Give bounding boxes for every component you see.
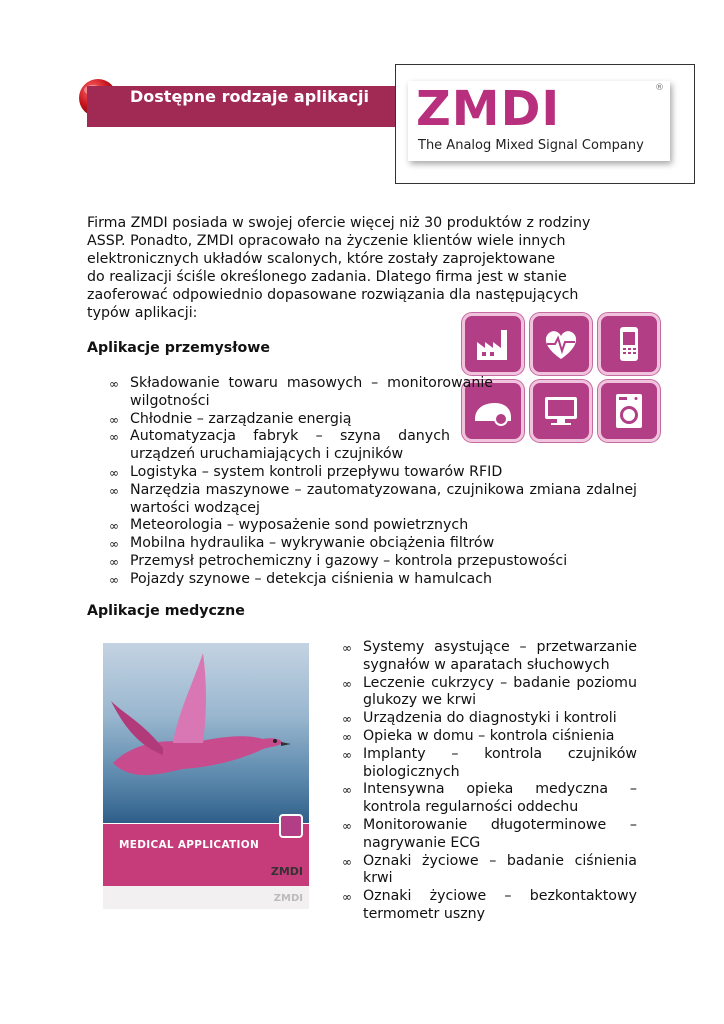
list-item: ∞ Monitorowanie długoterminowe – nagrywanie ECG bbox=[320, 817, 637, 853]
list-item: ∞ Pojazdy szynowe – detekcja ciśnienia w hamulcach bbox=[87, 571, 637, 589]
heart-icon bbox=[530, 313, 592, 375]
factory-icon bbox=[462, 313, 524, 375]
intro-line: ASSP. Ponadto, ZMDI opracowało na życzenie klientów wiele innych bbox=[87, 233, 566, 249]
list-item: ∞ Opieka w domu – kontrola ciśnienia bbox=[320, 728, 637, 746]
intro-line: typów aplikacji: bbox=[87, 305, 198, 321]
list-item: ∞ Urządzenia do diagnostyki i kontroli bbox=[320, 710, 637, 728]
list-item: ∞ Intensywna opieka medyczna – kontrola regularności oddechu bbox=[320, 781, 637, 817]
list-item: ∞ Implanty – kontrola czujników biologicznych bbox=[320, 746, 637, 782]
intro-line: Firma ZMDI posiada w swojej ofercie więcej niż 30 produktów z rodziny bbox=[87, 215, 591, 231]
list-item: ∞ Leczenie cukrzycy – badanie poziomu glukozy we krwi bbox=[320, 675, 637, 711]
medical-brochure-image bbox=[103, 643, 309, 909]
zmdi-logo bbox=[408, 81, 670, 161]
brochure-logo-faded: ZMDI bbox=[273, 893, 303, 904]
intro-line: elektronicznych układów scalonych, które zostały zaprojektowane bbox=[87, 251, 556, 267]
list-item: ∞ Meteorologia – wyposażenie sond powietrznych bbox=[87, 517, 637, 535]
zmdi-logo-frame bbox=[395, 64, 695, 184]
medical-heading: Aplikacje medyczne bbox=[87, 603, 245, 619]
brochure-logo: ZMDI bbox=[270, 865, 303, 878]
brochure-badge-icon bbox=[279, 814, 303, 838]
logo-tagline: The Analog Mixed Signal Company bbox=[418, 138, 644, 153]
intro-line: do realizacji ściśle określonego zadania. Dlatego firma jest w stanie bbox=[87, 269, 567, 285]
industrial-list bbox=[87, 375, 637, 589]
intro-paragraph bbox=[87, 214, 637, 322]
list-item: ∞ Systemy asystujące – przetwarzanie sygnałów w aparatach słuchowych bbox=[320, 639, 637, 675]
goose-photo bbox=[103, 643, 309, 823]
list-item: ∞ Oznaki życiowe – bezkontaktowy termometr uszny bbox=[320, 888, 637, 924]
brochure-band-text: MEDICAL APPLICATION bbox=[119, 839, 260, 851]
list-item: ∞ Przemysł petrochemiczny i gazowy – kontrola przepustowości bbox=[87, 553, 637, 571]
list-item: ∞ Logistyka – system kontroli przepływu towarów RFID bbox=[87, 464, 637, 482]
list-item: ∞ Składowanie towaru masowych – monitorowanie wilgotności bbox=[87, 375, 493, 411]
industrial-heading: Aplikacje przemysłowe bbox=[87, 340, 270, 356]
medical-list bbox=[320, 639, 637, 924]
logo-registered-mark: ® bbox=[655, 83, 664, 93]
list-item: ∞ Chłodnie – zarządzanie energią bbox=[87, 411, 637, 429]
list-item: ∞ Mobilna hydraulika – wykrywanie obciążenia filtrów bbox=[87, 535, 637, 553]
list-item: ∞ Narzędzia maszynowe – zautomatyzowana, czujnikowa zmiana zdalnej wartości wodzącej bbox=[87, 482, 637, 518]
logo-wordmark: ZMDI bbox=[416, 81, 561, 137]
list-item: ∞ Oznaki życiowe – badanie ciśnienia krwi bbox=[320, 853, 637, 889]
intro-line: zaoferować odpowiednio dopasowane rozwiązania dla następujących bbox=[87, 287, 579, 303]
list-item: ∞ Automatyzacja fabryk – szyna danych urządzeń uruchamiających i czujników bbox=[87, 428, 450, 464]
page-title: Dostępne rodzaje aplikacji bbox=[130, 87, 370, 106]
phone-icon bbox=[598, 313, 660, 375]
